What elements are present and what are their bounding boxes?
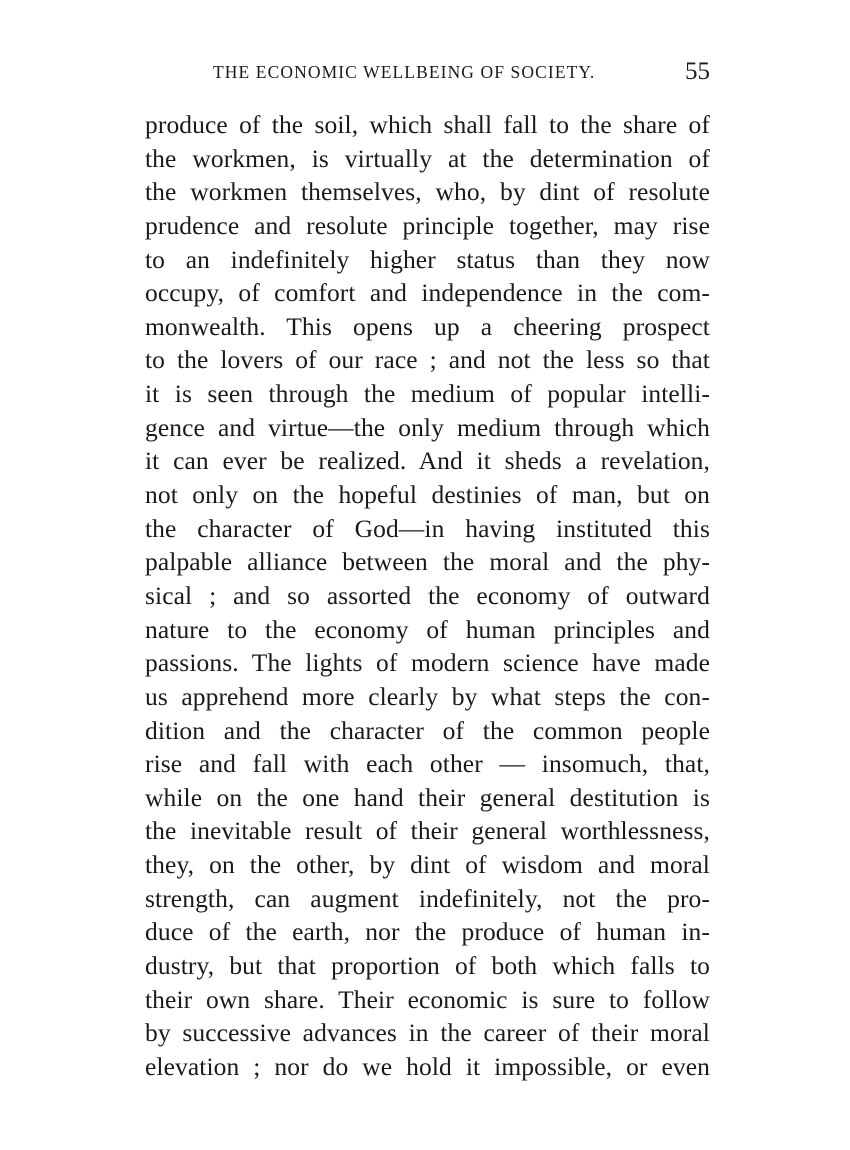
text-line: to an indefinitely higher status than they now	[145, 244, 710, 274]
text-line: gence and virtue—the only medium through which	[145, 412, 710, 442]
text-line: strength, can augment indefinitely, not the pro-	[145, 883, 710, 913]
text-line: it can ever be realized. And it sheds a revelation,	[145, 446, 710, 476]
text-line: the workmen themselves, who, by dint of resolute	[145, 177, 710, 207]
text-line: while on the one hand their general destitution is	[145, 782, 710, 812]
text-line: produce of the soil, which shall fall to the share of	[145, 110, 710, 139]
text-line: the workmen, is virtually at the determination of	[145, 143, 710, 173]
text-line: prudence and resolute principle together, may rise	[145, 210, 710, 240]
page-number: 55	[685, 58, 710, 85]
text-line: sical ; and so assorted the economy of outward	[145, 580, 710, 610]
text-line: palpable alliance between the moral and the phy-	[145, 547, 710, 577]
text-line: dustry, but that proportion of both which falls to	[145, 951, 710, 981]
text-line: monwealth. This opens up a cheering prospect	[145, 311, 710, 341]
text-line: it is seen through the medium of popular intelli-	[145, 379, 710, 409]
text-line: not only on the hopeful destinies of man, but on	[145, 480, 710, 510]
text-line: by successive advances in the career of their moral	[145, 1018, 710, 1048]
text-line: passions. The lights of modern science have made	[145, 648, 710, 678]
running-head	[145, 58, 710, 90]
text-line: us apprehend more clearly by what steps the con-	[145, 681, 710, 711]
text-line: nature to the economy of human principles and	[145, 614, 710, 644]
text-line: dition and the character of the common people	[145, 715, 710, 745]
text-line: elevation ; nor do we hold it impossible, or even	[145, 1051, 710, 1081]
text-line: their own share. Their economic is sure to follow	[145, 984, 710, 1014]
running-title: THE ECONOMIC WELLBEING OF SOCIETY.	[213, 62, 596, 82]
text-line: rise and fall with each other — insomuch, that,	[145, 749, 710, 779]
body-text	[145, 108, 710, 1084]
text-line: they, on the other, by dint of wisdom and moral	[145, 850, 710, 880]
text-line: occupy, of comfort and independence in the com-	[145, 278, 710, 308]
text-line: duce of the earth, nor the produce of human in-	[145, 917, 710, 947]
text-line: the inevitable result of their general worthlessness,	[145, 816, 710, 846]
text-line: the character of God—in having instituted this	[145, 513, 710, 543]
text-line: to the lovers of our race ; and not the less so that	[145, 345, 710, 375]
